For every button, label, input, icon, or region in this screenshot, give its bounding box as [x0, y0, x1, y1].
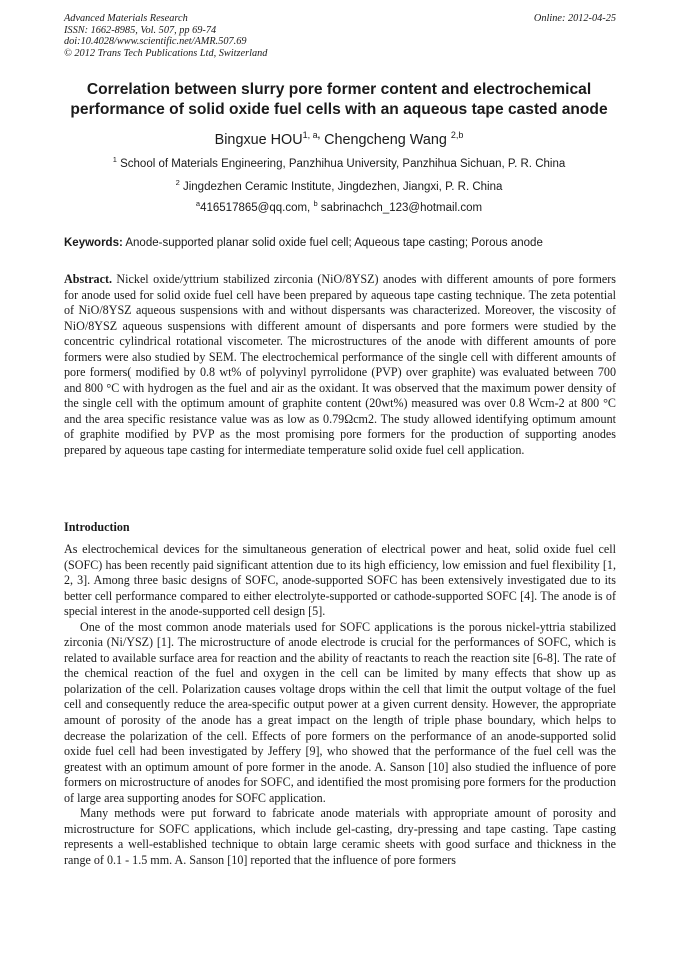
abstract-text: Nickel oxide/yttrium stabilized zirconia (NiO/8YSZ) anodes with different amounts of pore formers for anode used for solid oxide fuel cell have been prepared by aqueous tape casting technique. The zeta potential of NiO/8YSZ aqueous suspensions with and without dispersants was characterized. Moreover, the viscosity of NiO/8YSZ aqueous suspensions with different amount of dispersants and pore formers were studied by the concentric cylindrical rotational viscometer. The microstructures of the anode with different amounts of pore formers were also studied by SEM. The electrochemical performance of the single cell with different amounts of pore formers( modified by 0.8 wt% of polyvinyl pyrrolidone (PVP) over graphite) was evaluated between 700 and 800 °C with hydrogen as the fuel and air as the oxidant. It was observed that the maximum power density of the single cell with the optimum amount of graphite content (20wt%) measured was over 0.8 Wcm-2 at 800 °C and the area specific resistance value was as low as 0.79Ωcm2. The study allowed identifying optimum amount of graphite modified by PVP as the most promising pore formers for the production of supporting anodes prepared by aqueous tape casting for intermediate temperature solid oxide fuel cell application.: [64, 272, 616, 458]
copyright-line: © 2012 Trans Tech Publications Ltd, Switzerland: [64, 47, 268, 59]
author-line: [40, 131, 638, 149]
keywords: [64, 236, 616, 250]
affiliation-1-number: 1: [112, 155, 117, 164]
author-2-name: Chengcheng Wang: [320, 132, 451, 148]
introduction-heading: Introduction: [64, 520, 130, 534]
online-date: Online: 2012-04-25: [533, 13, 616, 24]
affiliation-1: [40, 157, 638, 171]
email-a-superscript: a: [195, 199, 201, 208]
introduction-body: [64, 542, 616, 868]
intro-paragraph-3: Many methods were put forward to fabricate anode materials with appropriate amount of porosity and microstructure for SOFC applications, which include gel-casting, dry-pressing and tape casting. Tape casting represents a well-established technique to obtain large ceramic sheets with good surface and thickness in the range of 0.1 - 1.5 mm. A. Sanson [10] reported that the influence of pore formers: [64, 806, 616, 867]
affiliation-2-number: 2: [175, 178, 180, 187]
author-1-name: Bingxue HOU: [214, 132, 303, 148]
affiliation-1-text: School of Materials Engineering, Panzhihua University, Panzhihua Sichuan, P. R. China: [116, 158, 566, 170]
abstract-label: Abstract.: [64, 272, 113, 286]
doi-line: doi:10.4028/www.scientific.net/AMR.507.69: [64, 36, 247, 48]
email-a[interactable]: 416517865@qq.com,: [200, 202, 314, 214]
affiliation-2-text: Jingdezhen Ceramic Institute, Jingdezhen, Jiangxi, P. R. China: [179, 181, 503, 193]
email-line: [40, 201, 638, 215]
keywords-text: Anode-supported planar solid oxide fuel cell; Aqueous tape casting; Porous anode: [122, 237, 543, 249]
author-separator: ,: [317, 130, 321, 140]
keywords-label: Keywords:: [64, 237, 123, 249]
journal-header: [64, 13, 616, 59]
journal-name: Advanced Materials Research: [64, 13, 188, 24]
email-b[interactable]: sabrinachch_123@hotmail.com: [317, 202, 483, 214]
intro-paragraph-1: As electrochemical devices for the simultaneous generation of electrical power and heat, solid oxide fuel cell (SOFC) has been recently paid significant attention due to its high efficiency, low emission and fuel flexibility [1, 2, 3]. Among three basic designs of SOFC, anode-supported SOFC has been extensively investigated due to its better cell performance compared to either electrolyte-supported or cathode-supported SOFC [4]. The anode is of special interest in the anode-supported cell design [5].: [64, 542, 616, 619]
author-2-superscript: 2,b: [450, 130, 464, 140]
author-1-superscript: 1, a: [302, 130, 318, 140]
issn-line: ISSN: 1662-8985, Vol. 507, pp 69-74: [64, 24, 217, 36]
abstract: [64, 272, 616, 459]
email-b-superscript: b: [313, 199, 318, 208]
intro-paragraph-2: One of the most common anode materials used for SOFC applications is the porous nickel-yttria stabilized zirconia (Ni/YSZ) [1]. The microstructure of anode electrode is crucial for the performances of SOFC, which is related to available surface area for reaction and the ability of reactants to reach the reaction site [6-8]. The rate of the chemical reaction of the fuel and oxygen in the cell can be limited by many effects that show up as polarization of the cell. Polarization causes voltage drops within the cell that limit the output voltage of the fuel cell and consequently reduce the area-specific output power at a given current density. However, the appropriate amount of porosity of the anode has a great impact on the length of triple phase boundary, which helps to decrease the polarization of the cell. Effects of pore formers on the performance of an anode-supported solid oxide fuel cell had been investigated by Jeffery [9], who showed that the performance of the fuel cell was the greatest with an optimum amount of pore former in the anode. A. Sanson [10] also studied the influence of pore formers on microstructure of anodes for SOFC, and identified the most promising pore formers for the production of large area supporting anodes for SOFC application.: [64, 619, 616, 805]
paper-title: Correlation between slurry pore former content and electrochemical performance of solid oxide fuel cells with an aqueous tape casted anode: [70, 81, 608, 118]
affiliation-2: [40, 180, 638, 194]
